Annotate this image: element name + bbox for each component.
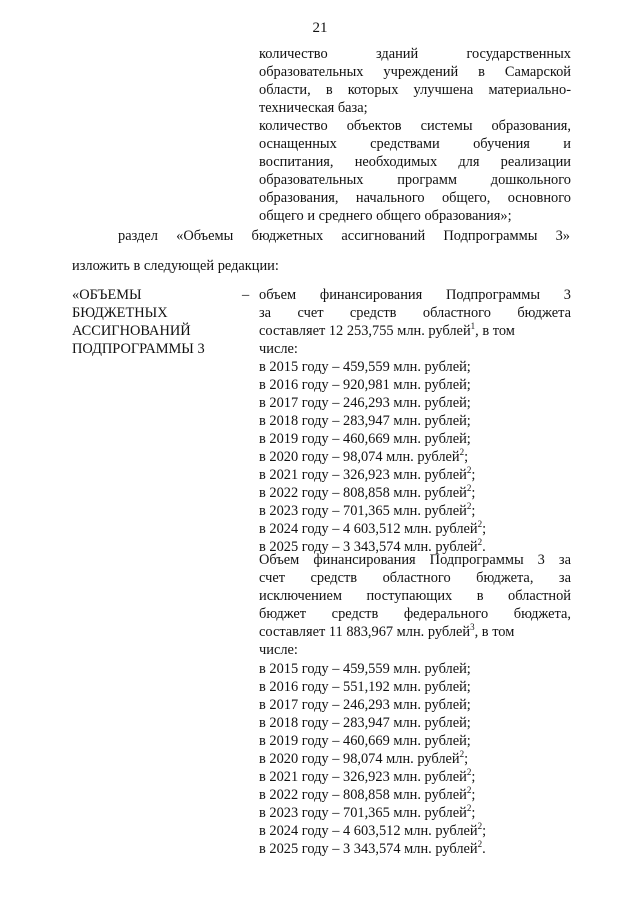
block1-year-end: ;	[471, 503, 476, 519]
block1-intro-tail: , в том	[475, 323, 515, 339]
top-line-0: количество зданий государственных	[259, 46, 571, 62]
block1-footnote-mark: 2	[459, 447, 465, 457]
top-line-7: образовательных программ дошкольного	[259, 172, 571, 188]
block1-year-end: .	[482, 539, 486, 555]
block2-year-text: в 2016 году – 551,192 млн. рублей;	[259, 679, 471, 695]
block2-year-text: в 2025 году – 3 343,574 млн. рублей	[259, 841, 478, 857]
block2-year-line	[259, 787, 475, 804]
block1-year-text: в 2022 году – 808,858 млн. рублей	[259, 485, 467, 501]
edit-line: изложить в следующей редакции:	[72, 258, 279, 274]
block2-intro-4: составляет 11 883,967 млн. рублей	[259, 624, 471, 640]
top-line-1: образовательных учреждений в Самарской	[259, 64, 571, 80]
block1-year-text: в 2019 году – 460,669 млн. рублей;	[259, 431, 471, 447]
block2-intro-3: бюджет средств федерального бюджета,	[259, 606, 571, 622]
block1-footnote-mark: 2	[466, 465, 472, 475]
block1-year-line	[259, 467, 475, 484]
block2-year-end: ;	[482, 823, 487, 839]
block1-year-text: в 2017 году – 246,293 млн. рублей;	[259, 395, 471, 411]
block1-year-line	[259, 395, 471, 412]
block2-footnote-mark: 2	[477, 839, 483, 849]
top-line-3: техническая база;	[259, 100, 368, 116]
block2-year-text: в 2020 году – 98,074 млн. рублей	[259, 751, 460, 767]
block2-footnote-mark: 2	[477, 821, 483, 831]
block2-year-end: .	[482, 841, 486, 857]
block2-footnote-mark: 2	[459, 749, 465, 759]
block2-year-text: в 2019 году – 460,669 млн. рублей;	[259, 733, 471, 749]
top-line-4: количество объектов системы образования,	[259, 118, 571, 134]
block1-year-text: в 2023 году – 701,365 млн. рублей	[259, 503, 467, 519]
block2-year-text: в 2018 году – 283,947 млн. рублей;	[259, 715, 471, 731]
block2-year-line	[259, 679, 471, 696]
block1-year-text: в 2018 году – 283,947 млн. рублей;	[259, 413, 471, 429]
footnote-3: 3	[470, 622, 475, 632]
top-line-8: образования, начального общего, основного	[259, 190, 571, 206]
left-heading-0: «ОБЪЕМЫ	[72, 287, 142, 303]
block1-intro-1: за счет средств областного бюджета	[259, 305, 571, 321]
block1-year-line	[259, 449, 468, 466]
block2-year-end: ;	[471, 769, 476, 785]
block2-footnote-mark: 2	[466, 785, 472, 795]
block1-year-text: в 2020 году – 98,074 млн. рублей	[259, 449, 460, 465]
left-heading-1: БЮДЖЕТНЫХ	[72, 305, 168, 321]
block2-year-line	[259, 823, 486, 840]
block1-intro-2: составляет 12 253,755 млн. рублей	[259, 323, 471, 339]
block2-year-line	[259, 841, 486, 858]
block2-year-line	[259, 751, 468, 768]
footnote-1: 1	[470, 321, 476, 331]
block1-footnote-mark: 2	[477, 537, 483, 547]
block2-year-line	[259, 733, 471, 750]
block1-year-line	[259, 377, 471, 394]
block1-year-text: в 2024 году – 4 603,512 млн. рублей	[259, 521, 478, 537]
left-heading-2: АССИГНОВАНИЙ	[72, 323, 191, 339]
section-line: раздел «Объемы бюджетных ассигнований Подпрограммы 3»	[118, 228, 570, 244]
block2-year-line	[259, 661, 471, 678]
block2-year-text: в 2021 году – 326,923 млн. рублей	[259, 769, 467, 785]
block2-intro-1: счет средств областного бюджета, за	[259, 570, 571, 586]
block2-year-end: ;	[471, 805, 476, 821]
block1-year-text: в 2016 году – 920,981 млн. рублей;	[259, 377, 471, 393]
block1-year-line	[259, 359, 471, 376]
block1-footnote-mark: 2	[477, 519, 483, 529]
block2-year-line	[259, 715, 471, 732]
block2-year-end: ;	[464, 751, 469, 767]
left-heading-3: ПОДПРОГРАММЫ 3	[72, 341, 205, 357]
block1-year-text: в 2025 году – 3 343,574 млн. рублей	[259, 539, 478, 555]
block1-year-end: ;	[464, 449, 469, 465]
block2-year-text: в 2015 году – 459,559 млн. рублей;	[259, 661, 471, 677]
block2-year-text: в 2024 году – 4 603,512 млн. рублей	[259, 823, 478, 839]
block1-footnote-mark: 2	[466, 483, 472, 493]
block1-year-end: ;	[471, 485, 476, 501]
block1-footnote-mark: 2	[466, 501, 472, 511]
block2-intro-4-row	[259, 624, 571, 641]
block2-footnote-mark: 2	[466, 767, 472, 777]
top-line-9: общего и среднего общего образования»;	[259, 208, 512, 224]
block1-year-line	[259, 503, 475, 520]
dash-separator: –	[242, 287, 250, 303]
block2-intro-0: Объем финансирования Подпрограммы 3 за	[259, 552, 571, 568]
block2-year-line	[259, 769, 475, 786]
block1-year-end: ;	[482, 521, 487, 537]
block2-intro-2: исключением поступающих в областной	[259, 588, 571, 604]
block1-intro-3: числе:	[259, 341, 298, 357]
top-line-6: воспитания, необходимых для реализации	[259, 154, 571, 170]
block2-year-end: ;	[471, 787, 476, 803]
block2-year-line	[259, 697, 471, 714]
block1-year-line	[259, 431, 471, 448]
block2-year-text: в 2023 году – 701,365 млн. рублей	[259, 805, 467, 821]
block2-year-line	[259, 805, 475, 822]
page-number: 21	[312, 20, 328, 36]
block2-intro-5: числе:	[259, 642, 298, 658]
block2-intro-tail: , в том	[474, 624, 515, 640]
block1-intro-0: объем финансирования Подпрограммы 3	[259, 287, 571, 303]
block1-intro-2-row	[259, 323, 571, 340]
block1-year-text: в 2021 году – 326,923 млн. рублей	[259, 467, 467, 483]
block1-year-line	[259, 485, 475, 502]
block1-year-line	[259, 413, 471, 430]
top-line-5: оснащенных средствами обучения и	[259, 136, 571, 152]
block2-year-text: в 2017 году – 246,293 млн. рублей;	[259, 697, 471, 713]
block2-footnote-mark: 2	[466, 803, 472, 813]
block2-year-text: в 2022 году – 808,858 млн. рублей	[259, 787, 467, 803]
top-line-2: области, в которых улучшена материально-	[259, 82, 571, 98]
block1-year-text: в 2015 году – 459,559 млн. рублей;	[259, 359, 471, 375]
block1-year-end: ;	[471, 467, 476, 483]
block1-year-line	[259, 521, 486, 538]
